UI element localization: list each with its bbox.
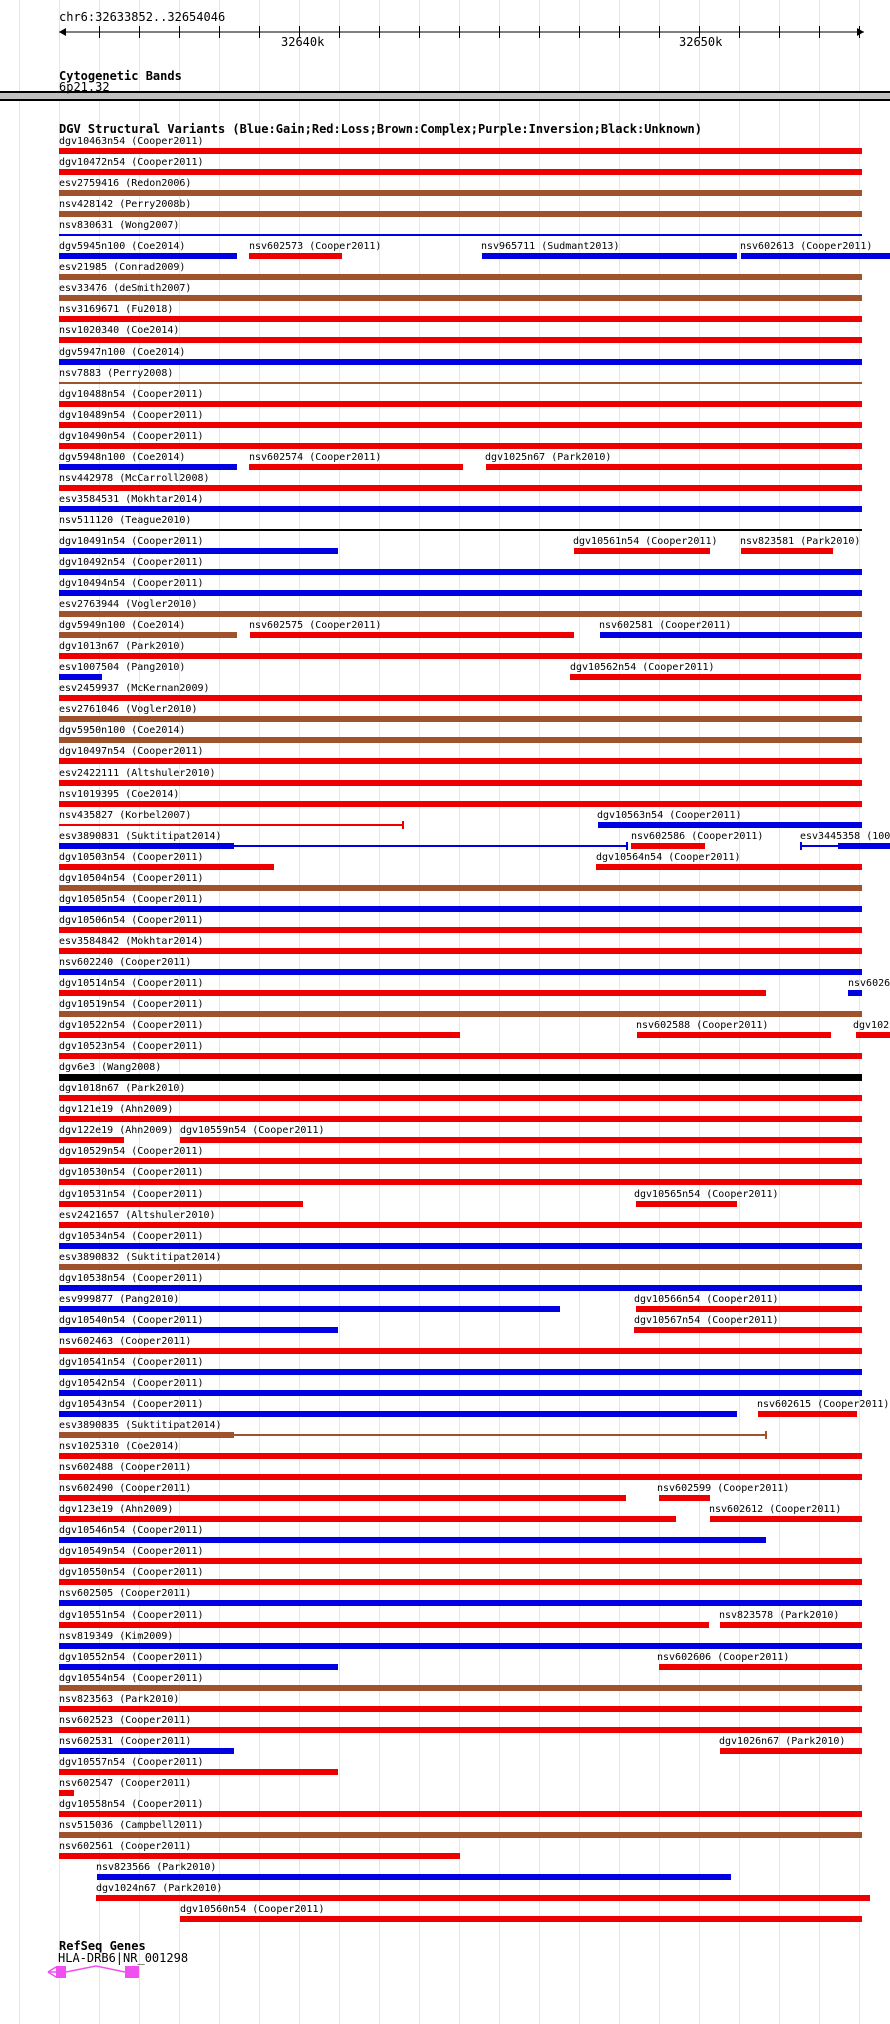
variant-bar[interactable] <box>59 316 862 322</box>
variant-bar[interactable] <box>636 1201 737 1207</box>
variant-bar[interactable] <box>59 1579 862 1585</box>
variant-label[interactable]: nsv823581 (Park2010) <box>740 536 861 547</box>
variant-label[interactable]: esv2421657 (Altshuler2010) <box>59 1210 216 1221</box>
variant-label[interactable]: nsv819349 (Kim2009) <box>59 1631 174 1642</box>
variant-label[interactable]: nsv602613 (Cooper2011) <box>740 241 873 252</box>
variant-label[interactable]: dgv10542n54 (Cooper2011) <box>59 1378 204 1389</box>
variant-bar[interactable] <box>720 1748 862 1754</box>
variant-bar[interactable] <box>59 1727 862 1733</box>
variant-bar[interactable] <box>59 148 862 154</box>
variant-bar[interactable] <box>574 548 710 554</box>
variant-label[interactable]: dgv10563n54 (Cooper2011) <box>597 810 742 821</box>
variant-bar[interactable] <box>59 1306 560 1312</box>
variant-bar[interactable] <box>59 1769 338 1775</box>
variant-label[interactable]: esv3890831 (Suktitipat2014) <box>59 831 222 842</box>
variant-label[interactable]: nsv602573 (Cooper2011) <box>249 241 382 252</box>
variant-line[interactable] <box>59 529 862 531</box>
variant-label[interactable]: esv33476 (deSmith2007) <box>59 283 192 294</box>
variant-bar[interactable] <box>59 737 862 743</box>
variant-label[interactable]: dgv10472n54 (Cooper2011) <box>59 157 204 168</box>
variant-label[interactable]: dgv10497n54 (Cooper2011) <box>59 746 204 757</box>
variant-bar[interactable] <box>59 716 862 722</box>
variant-label[interactable]: nsv602547 (Cooper2011) <box>59 1778 192 1789</box>
variant-label[interactable]: nsv602612 (Cooper2011) <box>709 1504 842 1515</box>
variant-bar[interactable] <box>59 337 862 343</box>
variant-bar[interactable] <box>59 485 862 491</box>
refseq-genes-title: RefSeq Genes <box>59 1939 146 1953</box>
variant-label[interactable]: nsv602575 (Cooper2011) <box>249 620 382 631</box>
variant-label[interactable]: dgv10492n54 (Cooper2011) <box>59 557 204 568</box>
variant-bar[interactable] <box>598 822 862 828</box>
variant-label[interactable]: nsv602574 (Cooper2011) <box>249 452 382 463</box>
dgv-track-title: DGV Structural Variants (Blue:Gain;Red:Loss;Brown:Complex;Purple:Inversion;Black:Unknown) <box>59 122 702 136</box>
cytoband-bar[interactable] <box>0 91 890 101</box>
variant-bar[interactable] <box>59 1032 460 1038</box>
variant-label[interactable]: nsv602463 (Cooper2011) <box>59 1336 192 1347</box>
variant-line[interactable] <box>59 824 403 826</box>
variant-label[interactable]: dgv1026n67 (Park2010) <box>719 1736 846 1747</box>
variant-bar[interactable] <box>59 1369 862 1375</box>
variant-label[interactable]: dgv6e3 (Wang2008) <box>59 1062 162 1073</box>
variant-bar[interactable] <box>59 1558 862 1564</box>
variant-label[interactable]: nsv1025310 (Coe2014) <box>59 1441 180 1452</box>
variant-label[interactable]: dgv5949n100 (Coe2014) <box>59 620 186 631</box>
variant-label[interactable]: dgv10564n54 (Cooper2011) <box>596 852 741 863</box>
cytoband-label: 6p21.32 <box>59 80 110 94</box>
variant-label[interactable]: nsv602240 (Cooper2011) <box>59 957 192 968</box>
variant-label[interactable]: dgv10514n54 (Cooper2011) <box>59 978 204 989</box>
variant-label[interactable]: dgv10489n54 (Cooper2011) <box>59 410 204 421</box>
variant-bar[interactable] <box>59 1243 862 1249</box>
variant-label[interactable]: nsv602588 (Cooper2011) <box>636 1020 769 1031</box>
variant-bar[interactable] <box>96 1895 870 1901</box>
variant-label[interactable]: dgv10522n54 (Cooper2011) <box>59 1020 204 1031</box>
variant-bar[interactable] <box>710 1516 862 1522</box>
variant-bar[interactable] <box>59 1748 234 1754</box>
variant-label[interactable]: dgv10559n54 (Cooper2011) <box>180 1125 325 1136</box>
variant-label[interactable]: dgv10562n54 (Cooper2011) <box>570 662 715 673</box>
variant-bar[interactable] <box>59 1832 862 1838</box>
variant-label[interactable]: nsv7883 (Perry2008) <box>59 368 174 379</box>
variant-bar[interactable] <box>59 1285 862 1291</box>
variant-end-tick[interactable] <box>765 1431 767 1439</box>
variant-line[interactable] <box>59 234 862 236</box>
variant-bar[interactable] <box>59 401 862 407</box>
variant-label[interactable]: dgv10488n54 (Cooper2011) <box>59 389 204 400</box>
variant-bar[interactable] <box>59 506 862 512</box>
variant-bar[interactable] <box>59 1811 862 1817</box>
variant-bar[interactable] <box>59 695 862 701</box>
variant-bar[interactable] <box>59 948 862 954</box>
variant-bar[interactable] <box>59 885 862 891</box>
variant-bar[interactable] <box>59 590 862 596</box>
variant-bar[interactable] <box>59 1853 460 1859</box>
variant-label[interactable]: nsv602523 (Cooper2011) <box>59 1715 192 1726</box>
variant-bar[interactable] <box>637 1032 831 1038</box>
variant-label[interactable]: nsv602531 (Cooper2011) <box>59 1736 192 1747</box>
variant-label[interactable]: dgv102 <box>853 1020 890 1031</box>
variant-bar[interactable] <box>856 1032 890 1038</box>
variant-bar[interactable] <box>59 211 862 217</box>
variant-bar[interactable] <box>59 190 862 196</box>
variant-label[interactable]: dgv121e19 (Ahn2009) <box>59 1104 174 1115</box>
variant-label[interactable]: nsv602615 (Cooper2011) <box>757 1399 890 1410</box>
variant-label[interactable]: esv999877 (Pang2010) <box>59 1294 180 1305</box>
variant-label[interactable]: esv3584531 (Mokhtar2014) <box>59 494 204 505</box>
variant-label[interactable]: dgv10531n54 (Cooper2011) <box>59 1189 204 1200</box>
variant-bar[interactable] <box>59 1074 862 1081</box>
variant-label[interactable]: dgv10494n54 (Cooper2011) <box>59 578 204 589</box>
variant-label[interactable]: dgv10529n54 (Cooper2011) <box>59 1146 204 1157</box>
variant-label[interactable]: nsv823563 (Park2010) <box>59 1694 180 1705</box>
variant-bar[interactable] <box>59 1706 862 1712</box>
ruler-tick-label: 32650k <box>679 35 723 49</box>
variant-label[interactable]: dgv5947n100 (Coe2014) <box>59 347 186 358</box>
variant-bar[interactable] <box>59 632 237 638</box>
variant-label[interactable]: dgv122e19 (Ahn2009) <box>59 1125 174 1136</box>
variant-bar[interactable] <box>59 464 237 470</box>
variant-label[interactable]: nsv442978 (McCarroll2008) <box>59 473 210 484</box>
variant-label[interactable]: nsv435827 (Korbel2007) <box>59 810 192 821</box>
variant-label[interactable]: dgv10565n54 (Cooper2011) <box>634 1189 779 1200</box>
cytogenetic-bands-title: Cytogenetic Bands <box>59 69 182 83</box>
variant-bar[interactable] <box>59 864 274 870</box>
variant-label[interactable]: nsv602606 (Cooper2011) <box>657 1652 790 1663</box>
variant-bar[interactable] <box>180 1137 862 1143</box>
variant-label[interactable]: dgv10534n54 (Cooper2011) <box>59 1231 204 1242</box>
variant-label[interactable]: esv2459937 (McKernan2009) <box>59 683 210 694</box>
variant-bar[interactable] <box>659 1664 862 1670</box>
variant-bar[interactable] <box>59 359 862 365</box>
variant-bar[interactable] <box>59 758 862 764</box>
variant-label[interactable]: nsv602490 (Cooper2011) <box>59 1483 192 1494</box>
variant-label[interactable]: esv21985 (Conrad2009) <box>59 262 186 273</box>
variant-bar[interactable] <box>59 801 862 807</box>
variant-bar[interactable] <box>59 1664 338 1670</box>
variant-bar[interactable] <box>59 1095 862 1101</box>
variant-bar[interactable] <box>59 653 862 659</box>
variant-bar[interactable] <box>59 674 102 680</box>
variant-bar[interactable] <box>59 611 862 617</box>
gene-label[interactable]: HLA-DRB6|NR_001298 <box>58 1951 189 1965</box>
variant-line[interactable] <box>801 845 838 847</box>
variant-bar[interactable] <box>570 674 861 680</box>
variant-label[interactable]: dgv10540n54 (Cooper2011) <box>59 1315 204 1326</box>
variant-bar[interactable] <box>59 1432 234 1438</box>
variant-bar[interactable] <box>59 1622 709 1628</box>
variant-bar[interactable] <box>59 1222 862 1228</box>
variant-end-tick[interactable] <box>626 842 628 850</box>
variant-label[interactable]: esv3890835 (Suktitipat2014) <box>59 1420 222 1431</box>
variant-label[interactable]: nsv602488 (Cooper2011) <box>59 1462 192 1473</box>
region-label: chr6:32633852..32654046 <box>59 10 226 24</box>
variant-label[interactable]: nsv1020340 (Coe2014) <box>59 325 180 336</box>
variant-label[interactable]: esv3445358 (100 <box>800 831 890 842</box>
variant-label[interactable]: nsv6026 <box>848 978 890 989</box>
variant-bar[interactable] <box>59 253 237 259</box>
variant-bar[interactable] <box>636 1306 862 1312</box>
variant-bar[interactable] <box>59 1137 124 1143</box>
variant-bar[interactable] <box>741 548 833 554</box>
variant-label[interactable]: dgv1025n67 (Park2010) <box>485 452 612 463</box>
variant-bar[interactable] <box>59 169 862 175</box>
variant-bar[interactable] <box>59 990 766 996</box>
variant-bar[interactable] <box>59 1495 626 1501</box>
variant-bar[interactable] <box>59 1474 862 1480</box>
variant-bar[interactable] <box>59 548 338 554</box>
variant-bar[interactable] <box>659 1495 710 1501</box>
variant-bar[interactable] <box>59 274 862 280</box>
variant-label[interactable]: nsv602561 (Cooper2011) <box>59 1841 192 1852</box>
variant-label[interactable]: dgv10541n54 (Cooper2011) <box>59 1357 204 1368</box>
variant-bar[interactable] <box>59 1537 766 1543</box>
variant-label[interactable]: nsv602599 (Cooper2011) <box>657 1483 790 1494</box>
variant-bar[interactable] <box>59 843 234 849</box>
variant-label[interactable]: nsv965711 (Sudmant2013) <box>481 241 620 252</box>
variant-label[interactable]: dgv10552n54 (Cooper2011) <box>59 1652 204 1663</box>
variant-bar[interactable] <box>59 569 862 575</box>
variant-label[interactable]: nsv428142 (Perry2008b) <box>59 199 192 210</box>
variant-bar[interactable] <box>59 295 862 301</box>
variant-label[interactable]: esv2761046 (Vogler2010) <box>59 704 198 715</box>
variant-label[interactable]: dgv10560n54 (Cooper2011) <box>180 1904 325 1915</box>
variant-bar[interactable] <box>848 990 862 996</box>
variant-bar[interactable] <box>59 927 862 933</box>
variant-label[interactable]: esv1007504 (Pang2010) <box>59 662 186 673</box>
variant-bar[interactable] <box>59 780 862 786</box>
variant-label[interactable]: dgv10490n54 (Cooper2011) <box>59 431 204 442</box>
variant-bar[interactable] <box>59 1158 862 1164</box>
variant-label[interactable]: dgv10530n54 (Cooper2011) <box>59 1167 204 1178</box>
variant-label[interactable]: dgv10519n54 (Cooper2011) <box>59 999 204 1010</box>
variant-bar[interactable] <box>720 1622 862 1628</box>
variant-label[interactable]: nsv515036 (Campbell2011) <box>59 1820 204 1831</box>
variant-label[interactable]: dgv5950n100 (Coe2014) <box>59 725 186 736</box>
variant-bar[interactable] <box>596 864 862 870</box>
variant-label[interactable]: dgv10504n54 (Cooper2011) <box>59 873 204 884</box>
variant-label[interactable]: nsv602586 (Cooper2011) <box>631 831 764 842</box>
variant-label[interactable]: dgv10506n54 (Cooper2011) <box>59 915 204 926</box>
variant-label[interactable]: dgv10505n54 (Cooper2011) <box>59 894 204 905</box>
variant-bar[interactable] <box>59 422 862 428</box>
variant-bar[interactable] <box>249 464 463 470</box>
variant-bar[interactable] <box>59 1264 862 1270</box>
variant-bar[interactable] <box>59 1643 862 1649</box>
variant-bar[interactable] <box>482 253 737 259</box>
variant-label[interactable]: nsv602505 (Cooper2011) <box>59 1588 192 1599</box>
grid-line <box>19 0 20 2024</box>
variant-bar[interactable] <box>59 1179 862 1185</box>
variant-bar[interactable] <box>59 1790 74 1796</box>
variant-label[interactable]: dgv10538n54 (Cooper2011) <box>59 1273 204 1284</box>
variant-label[interactable]: dgv10558n54 (Cooper2011) <box>59 1799 204 1810</box>
variant-bar[interactable] <box>631 843 705 849</box>
variant-label[interactable]: dgv10567n54 (Cooper2011) <box>634 1315 779 1326</box>
variant-bar[interactable] <box>59 1011 862 1017</box>
variant-bar[interactable] <box>59 1201 303 1207</box>
variant-bar[interactable] <box>97 1874 731 1880</box>
variant-label[interactable]: nsv602581 (Cooper2011) <box>599 620 732 631</box>
variant-label[interactable]: dgv10561n54 (Cooper2011) <box>573 536 718 547</box>
variant-bar[interactable] <box>59 443 862 449</box>
variant-label[interactable]: esv2763944 (Vogler2010) <box>59 599 198 610</box>
variant-line[interactable] <box>234 1434 766 1436</box>
variant-bar[interactable] <box>486 464 862 470</box>
variant-label[interactable]: dgv10550n54 (Cooper2011) <box>59 1567 204 1578</box>
variant-label[interactable]: dgv10551n54 (Cooper2011) <box>59 1610 204 1621</box>
variant-line[interactable] <box>59 382 862 384</box>
variant-label[interactable]: dgv1018n67 (Park2010) <box>59 1083 186 1094</box>
variant-bar[interactable] <box>250 632 574 638</box>
variant-bar[interactable] <box>180 1916 862 1922</box>
variant-line[interactable] <box>234 845 627 847</box>
variant-label[interactable]: nsv1019395 (Coe2014) <box>59 789 180 800</box>
variant-bar[interactable] <box>59 1516 676 1522</box>
variant-bar[interactable] <box>758 1411 857 1417</box>
variant-bar[interactable] <box>838 843 890 849</box>
variant-bar[interactable] <box>59 1348 862 1354</box>
variant-label[interactable]: dgv10523n54 (Cooper2011) <box>59 1041 204 1052</box>
variant-label[interactable]: nsv830631 (Wong2007) <box>59 220 180 231</box>
variant-label[interactable]: dgv10557n54 (Cooper2011) <box>59 1757 204 1768</box>
variant-label[interactable]: dgv1024n67 (Park2010) <box>96 1883 223 1894</box>
variant-bar[interactable] <box>634 1327 862 1333</box>
variant-label[interactable]: nsv3169671 (Fu2018) <box>59 304 174 315</box>
variant-bar[interactable] <box>59 1685 862 1691</box>
variant-label[interactable]: dgv10491n54 (Cooper2011) <box>59 536 204 547</box>
variant-label[interactable]: nsv823578 (Park2010) <box>719 1610 840 1621</box>
variant-label[interactable]: dgv1013n67 (Park2010) <box>59 641 186 652</box>
variant-bar[interactable] <box>59 969 862 975</box>
variant-label[interactable]: dgv10463n54 (Cooper2011) <box>59 136 204 147</box>
variant-label[interactable]: dgv10566n54 (Cooper2011) <box>634 1294 779 1305</box>
variant-bar[interactable] <box>59 1411 737 1417</box>
variant-label[interactable]: dgv123e19 (Ahn2009) <box>59 1504 174 1515</box>
gene-glyph[interactable] <box>40 1960 170 1984</box>
variant-label[interactable]: esv3584842 (Mokhtar2014) <box>59 936 204 947</box>
variant-bar[interactable] <box>741 253 890 259</box>
variant-bar[interactable] <box>59 1390 862 1396</box>
variant-label[interactable]: dgv5948n100 (Coe2014) <box>59 452 186 463</box>
variant-label[interactable]: esv2759416 (Redon2006) <box>59 178 192 189</box>
variant-bar[interactable] <box>59 906 862 912</box>
variant-label[interactable]: dgv10543n54 (Cooper2011) <box>59 1399 204 1410</box>
variant-label[interactable]: esv2422111 (Altshuler2010) <box>59 768 216 779</box>
variant-label[interactable]: nsv823566 (Park2010) <box>96 1862 217 1873</box>
ruler <box>0 0 890 50</box>
variant-bar[interactable] <box>59 1600 862 1606</box>
variant-label[interactable]: dgv5945n100 (Coe2014) <box>59 241 186 252</box>
variant-bar[interactable] <box>59 1453 862 1459</box>
variant-end-tick[interactable] <box>402 821 404 829</box>
variant-bar[interactable] <box>59 1053 862 1059</box>
variant-label[interactable]: dgv10503n54 (Cooper2011) <box>59 852 204 863</box>
variant-bar[interactable] <box>600 632 862 638</box>
variant-label[interactable]: dgv10554n54 (Cooper2011) <box>59 1673 204 1684</box>
variant-label[interactable]: dgv10546n54 (Cooper2011) <box>59 1525 204 1536</box>
variant-label[interactable]: nsv511120 (Teague2010) <box>59 515 192 526</box>
variant-bar[interactable] <box>249 253 342 259</box>
variant-bar[interactable] <box>59 1327 338 1333</box>
variant-bar[interactable] <box>59 1116 862 1122</box>
ruler-tick-label: 32640k <box>281 35 325 49</box>
variant-label[interactable]: dgv10549n54 (Cooper2011) <box>59 1546 204 1557</box>
variant-label[interactable]: esv3890832 (Suktitipat2014) <box>59 1252 222 1263</box>
